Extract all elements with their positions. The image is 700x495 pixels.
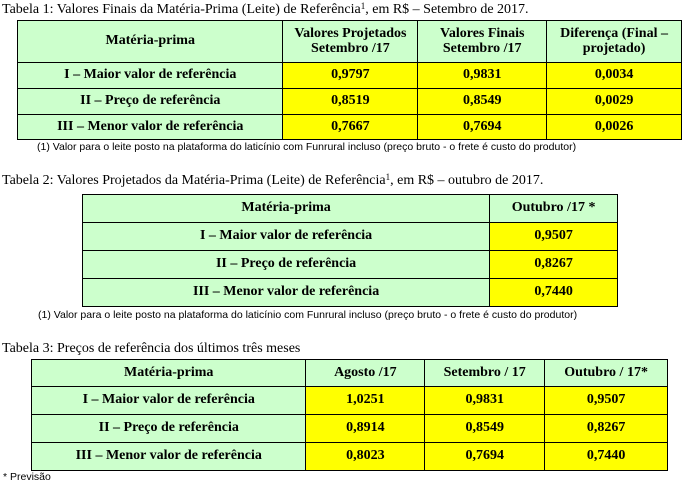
table-row xyxy=(18,115,682,140)
table-row xyxy=(32,415,668,443)
table3 xyxy=(31,359,668,471)
cell-value: 0,9831 xyxy=(418,63,547,89)
table1-header-difference: Diferença (Final – projetado) xyxy=(547,21,682,63)
table-row xyxy=(83,223,618,251)
row-label: III – Menor valor de referência xyxy=(83,279,490,307)
table-row xyxy=(83,251,618,279)
table2-header-material: Matéria-prima xyxy=(83,195,490,223)
cell-value: 0,7694 xyxy=(425,443,545,471)
table3-header-material: Matéria-prima xyxy=(32,360,306,387)
cell-value: 0,9507 xyxy=(490,223,618,251)
cell-value: 1,0251 xyxy=(306,387,425,415)
cell-value: 0,9507 xyxy=(545,387,668,415)
table3-header-september: Setembro / 17 xyxy=(425,360,545,387)
cell-value: 0,8549 xyxy=(425,415,545,443)
table1-header-row xyxy=(18,21,682,63)
row-label: I – Maior valor de referência xyxy=(32,387,306,415)
row-label: III – Menor valor de referência xyxy=(32,443,306,471)
cell-value: 0,7440 xyxy=(545,443,668,471)
table1-caption: Tabela 1: Valores Finais da Matéria-Prima (Leite) de Referência$^1$, em R$ – Setembro de 2017. xyxy=(2,1,529,17)
table2-header-row xyxy=(83,195,618,223)
row-label: I – Maior valor de referência xyxy=(18,63,283,89)
row-label: II – Preço de referência xyxy=(18,89,283,115)
row-label: II – Preço de referência xyxy=(83,251,490,279)
cell-value: 0,7694 xyxy=(418,115,547,140)
cell-value: 0,8023 xyxy=(306,443,425,471)
row-label: III – Menor valor de referência xyxy=(18,115,283,140)
table3-header-row xyxy=(32,360,668,387)
table2 xyxy=(82,194,618,307)
table-row xyxy=(32,443,668,471)
table1 xyxy=(17,20,682,140)
table2-header-october: Outubro /17 * xyxy=(490,195,618,223)
table3-header-october: Outubro / 17* xyxy=(545,360,668,387)
table3-footnote: * Previsão xyxy=(3,471,51,483)
cell-value: 0,9797 xyxy=(283,63,418,89)
table2-caption: Tabela 2: Valores Projetados da Matéria-Prima (Leite) de Referência$^1$, em R$ – outubro de 2017. xyxy=(2,172,544,188)
table3-caption: Tabela 3: Preços de referência dos últimos três meses xyxy=(2,341,301,356)
table-row xyxy=(32,387,668,415)
row-label: I – Maior valor de referência xyxy=(83,223,490,251)
table1-header-final: Valores Finais Setembro /17 xyxy=(418,21,547,63)
cell-value: 0,0026 xyxy=(547,115,682,140)
cell-value: 0,0029 xyxy=(547,89,682,115)
cell-value: 0,8914 xyxy=(306,415,425,443)
cell-value: 0,7440 xyxy=(490,279,618,307)
cell-value: 0,7667 xyxy=(283,115,418,140)
cell-value: 0,8519 xyxy=(283,89,418,115)
cell-value: 0,8267 xyxy=(490,251,618,279)
table1-header-projected: Valores Projetados Setembro /17 xyxy=(283,21,418,63)
cell-value: 0,0034 xyxy=(547,63,682,89)
table2-footnote: (1) Valor para o leite posto na plataforma do laticínio com Funrural incluso (preço bruto - o frete é custo do produtor) xyxy=(38,309,578,321)
table-row xyxy=(18,89,682,115)
table3-header-august: Agosto /17 xyxy=(306,360,425,387)
table1-header-material: Matéria-prima xyxy=(18,21,283,63)
cell-value: 0,8267 xyxy=(545,415,668,443)
cell-value: 0,8549 xyxy=(418,89,547,115)
table-row xyxy=(83,279,618,307)
row-label: II – Preço de referência xyxy=(32,415,306,443)
table-row xyxy=(18,63,682,89)
cell-value: 0,9831 xyxy=(425,387,545,415)
table1-footnote: (1) Valor para o leite posto na plataforma do laticínio com Funrural incluso (preço bruto - o frete é custo do produtor) xyxy=(37,141,577,153)
